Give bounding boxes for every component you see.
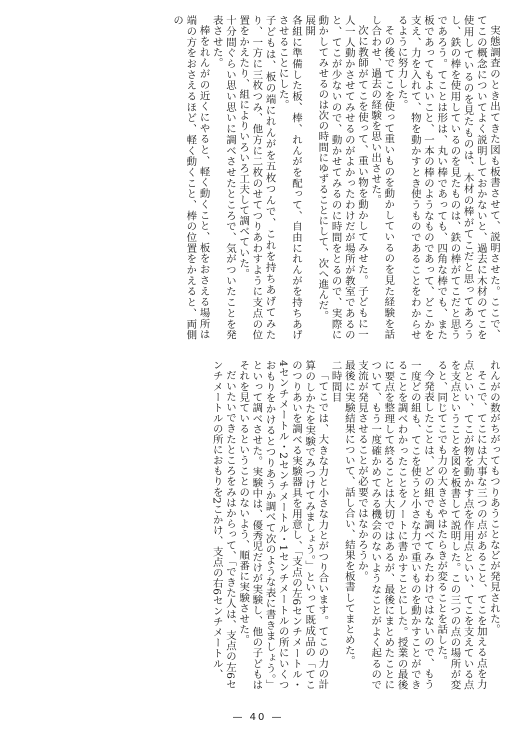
page-number: — 40 — [232,712,284,723]
paragraph: そこで、てこには大事な三つの点があること、てこを加える点を力点といい、てこが物を動かす点を作用点といい、てこを支えている点を支点ということを図を板書して説明した。この三つの点の場所が変ると、同じてこでも力の大きさやはたらきが変ることを話した。 [435,360,487,690]
paragraph: 二時間目 [329,360,342,403]
paragraph: 今発表したことは、どの組でも調べてみたわけではないので、もう一度どの組も、てこを使うと小さな力で重いものを動かすことができることを調べわかったことをノートに書かすことにした。授業の最後に要点を整理して終ることは大切ではあるが、最後にまとめたことについて、もう一度確かめてみる機会のないようなことがよく起るので支流が発見させることが必要ではなかろうか。 [355,360,434,690]
paragraph: その後でてこを使って重いものを動かしているのを見た経験を話し合わせ、過去の経験を思い出させた。 [369,15,395,340]
paragraph: 棒をれんがの近くにやると、軽く動くこと、板をおさえる場所は端の方をおさえるほど、軽く動くこと、棒の位置をかえると、両側の [171,15,210,340]
paragraph: 「てこでは、大きな力と小さな力とがつり合います。てこの力の計算のしかたを実験でみつけてみましょう。」といって既成品の「てこのつりあいを調べる実験器具を用意し、「支点の左6センチメートル・4センチメートル・2センチメートル・1センチメートルの所にいくつおもりをかけるとつりあうか調べて次のような表に書きましょう。」といって調べさせた。実験中は、優秀児だけが実験し、他の子どもはそれを見ているということのないよう、順番に実験させた。 [237,360,329,690]
paragraph: 展開 [303,15,316,37]
text-column-top [20,15,500,340]
paragraph: れんがの数がちがってもつりあうことなどが発見された。 [488,360,500,635]
paragraph: 子どもは、板の端にれんがを五枚つんで、これを持ちあげてみたり、一方に三枚つみ、他方に二枚のせてつりあわすように支点の位置をかえたり、組によりいろいろ工夫して調べていた。 [237,15,276,340]
paragraph: 実態調査のとき出てきた図も板書させて、説明させた。ここで、てこの概念についてよく説明しておかないと、過去に木材のてこを使用しているのを見たものは、木材の棒がてこだと思ってあろうし、鉄の棒を使用しているのを見たものは、鉄の棒がてこだと思うであろう。てことは形は、丸い棒であっても、四角な棒でも、また板であってもよいこと、一本の棒のようなものであって、どこかを支え、力を入れて、物を動かすとき使うものであることをわからせるように努力した。 [395,15,500,340]
paragraph: 次に教師がてこを使って、重い物を動かしてみせた。子どもに一人一人動かさせてみせるのがよかったわけだが場所が教室であるのと、てこが少ないので、動かせてみるのに時間をとるので、実際に動かしてみせるのは次の時間にゆずることにして、次へ進んだ。 [316,15,368,340]
paragraph: だいたいできたところをみはからって、「できた人は、支点の左6センチメートルの所におもりを2こかけ、支点の右6センチメートル、 [210,360,236,690]
text-column-bottom [20,360,500,690]
paragraph: 最後に実験結果について、話し合い、結果を板書してまとめた。 [342,360,355,666]
paragraph: 十分間ぐらい思い思いに調べさせたところで、気がついたことを発表させた。 [210,15,236,340]
paragraph: 各組に準備した板、棒、れんがを配って、自由にれんがを持ちあげさせることにした。 [276,15,302,340]
